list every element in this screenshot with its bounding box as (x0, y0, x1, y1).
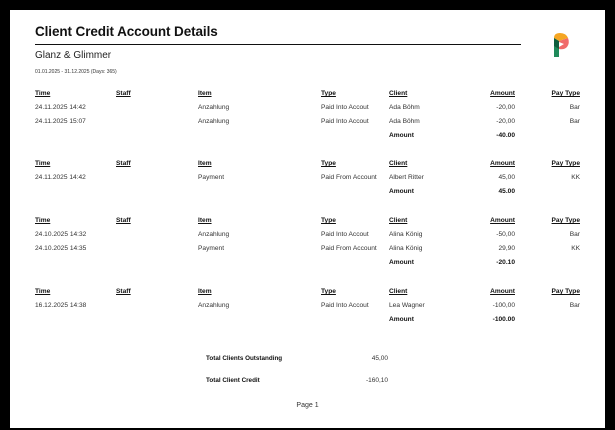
col-header-staff: Staff (116, 160, 131, 167)
cell-item: Anzahlung (198, 104, 230, 111)
cell-item: Payment (198, 174, 225, 181)
cell-amount: 29,90 (498, 245, 515, 252)
cell-time: 24.11.2025 15:07 (35, 118, 86, 125)
cell-pay-type: Bar (569, 118, 580, 125)
col-header-staff: Staff (116, 288, 131, 295)
col-header-item: Item (198, 90, 212, 97)
cell-pay-type: Bar (569, 302, 580, 309)
cell-client: Ada Böhm (389, 118, 420, 125)
group-sum-row (10, 313, 605, 327)
cell-type: Paid Into Accout (321, 104, 369, 111)
cell-type: Paid From Account (321, 245, 377, 252)
col-header-pay-type: Pay Type (551, 288, 580, 295)
col-header-client: Client (389, 288, 408, 295)
table-row (10, 115, 605, 129)
total-credit-label: Total Client Credit (206, 377, 260, 384)
table-row (10, 228, 605, 242)
col-header-type: Type (321, 160, 336, 167)
group-sum-row (10, 256, 605, 270)
col-header-amount: Amount (490, 160, 515, 167)
col-header-type: Type (321, 288, 336, 295)
page-number: Page 1 (296, 402, 319, 409)
sum-value: -40.00 (496, 132, 515, 139)
col-header-staff: Staff (116, 217, 131, 224)
company-name: Glanz & Glimmer (35, 50, 112, 61)
group-sum-row (10, 185, 605, 199)
sum-label: Amount (389, 132, 414, 139)
table-header-row (10, 87, 605, 101)
cell-time: 24.11.2025 14:42 (35, 174, 86, 181)
col-header-type: Type (321, 217, 336, 224)
col-header-item: Item (198, 160, 212, 167)
col-header-amount: Amount (490, 288, 515, 295)
col-header-client: Client (389, 90, 408, 97)
cell-client: Lea Wagner (389, 302, 425, 309)
table-row (10, 171, 605, 185)
table-row (10, 299, 605, 313)
col-header-amount: Amount (490, 217, 515, 224)
col-header-client: Client (389, 160, 408, 167)
table-header-row (10, 157, 605, 171)
cell-client: Alina König (389, 245, 423, 252)
cell-client: Ada Böhm (389, 104, 420, 111)
cell-time: 16.12.2025 14:38 (35, 302, 87, 309)
cell-amount: -100,00 (492, 302, 515, 309)
group-sum-row (10, 129, 605, 143)
sum-label: Amount (389, 259, 414, 266)
report-page (10, 10, 605, 428)
col-header-time: Time (35, 288, 51, 295)
cell-amount: 45,00 (498, 174, 515, 181)
client-group (10, 214, 605, 270)
col-header-type: Type (321, 90, 336, 97)
sum-label: Amount (389, 316, 414, 323)
col-header-time: Time (35, 217, 51, 224)
total-outstanding-label: Total Clients Outstanding (206, 355, 283, 362)
title-divider (35, 44, 521, 45)
cell-type: Paid Into Accout (321, 231, 369, 238)
client-group (10, 87, 605, 143)
client-group (10, 285, 605, 327)
sum-value: 45.00 (498, 188, 515, 195)
sum-label: Amount (389, 188, 414, 195)
date-range: 01.01.2025 - 31.12.2025 (Days: 365) (35, 69, 117, 75)
cell-time: 24.10.2025 14:35 (35, 245, 87, 252)
cell-pay-type: KK (571, 174, 580, 181)
cell-item: Anzahlung (198, 231, 230, 238)
cell-pay-type: KK (571, 245, 580, 252)
cell-type: Paid Into Accout (321, 118, 369, 125)
table-header-row (10, 214, 605, 228)
col-header-staff: Staff (116, 90, 131, 97)
cell-item: Anzahlung (198, 302, 230, 309)
col-header-item: Item (198, 288, 212, 295)
total-credit-value: -160,10 (365, 377, 388, 384)
table-header-row (10, 285, 605, 299)
cell-type: Paid From Account (321, 174, 377, 181)
col-header-pay-type: Pay Type (551, 90, 580, 97)
col-header-time: Time (35, 160, 51, 167)
cell-client: Alina König (389, 231, 423, 238)
cell-pay-type: Bar (569, 231, 580, 238)
cell-item: Payment (198, 245, 225, 252)
cell-amount: -50,00 (496, 231, 515, 238)
cell-pay-type: Bar (569, 104, 580, 111)
table-row (10, 101, 605, 115)
total-outstanding-value: 45,00 (371, 355, 388, 362)
sum-value: -20.10 (496, 259, 515, 266)
col-header-pay-type: Pay Type (551, 160, 580, 167)
sum-value: -100.00 (492, 316, 515, 323)
col-header-client: Client (389, 217, 408, 224)
table-row (10, 242, 605, 256)
col-header-time: Time (35, 90, 51, 97)
cell-time: 24.10.2025 14:32 (35, 231, 87, 238)
report-title: Client Credit Account Details (35, 24, 218, 39)
client-group (10, 157, 605, 199)
cell-amount: -20,00 (496, 118, 515, 125)
cell-client: Albert Ritter (389, 174, 424, 181)
p-brand-logo-icon (551, 32, 571, 58)
cell-type: Paid Into Accout (321, 302, 369, 309)
col-header-amount: Amount (490, 90, 515, 97)
col-header-pay-type: Pay Type (551, 217, 580, 224)
col-header-item: Item (198, 217, 212, 224)
cell-amount: -20,00 (496, 104, 515, 111)
cell-time: 24.11.2025 14:42 (35, 104, 86, 111)
cell-item: Anzahlung (198, 118, 230, 125)
